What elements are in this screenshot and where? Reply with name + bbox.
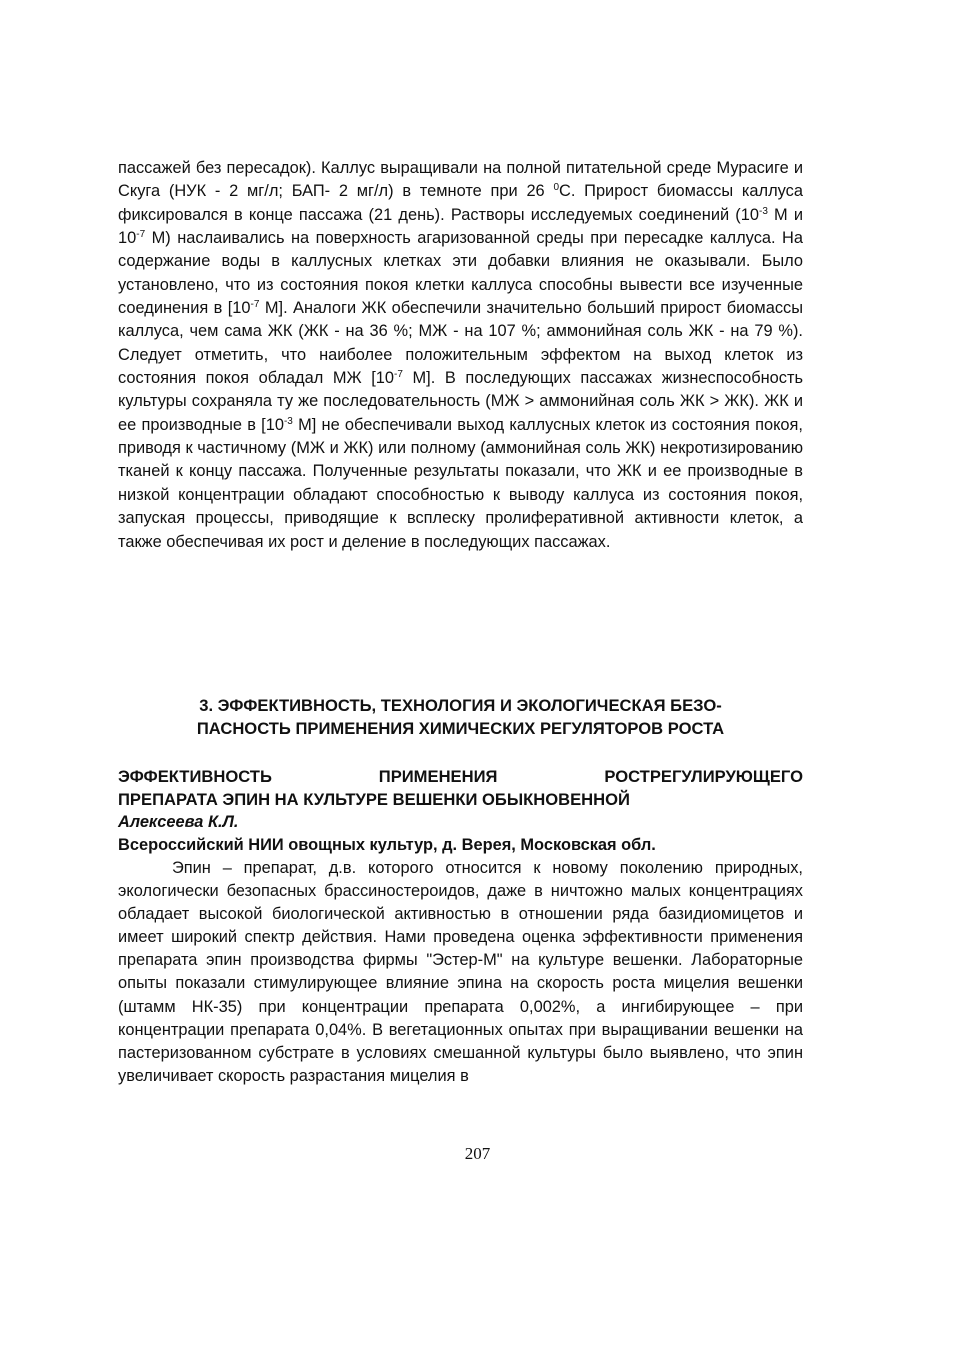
superscript: -7 xyxy=(136,229,146,241)
title-word: ПРИМЕНЕНИЯ xyxy=(378,767,498,786)
article-title xyxy=(118,765,803,811)
section-heading xyxy=(118,694,803,740)
text-run: М]. Аналоги ЖК обеспечили значительно больший прирост биомассы каллуса, чем сама ЖК (ЖК - на 36 %; МЖ - на 107 %; аммонийная соль ЖК - на 79 %). Следует отметить, что наиболее положительным эффектом на выход клеток из состояния покоя обладал МЖ [10 xyxy=(118,299,803,388)
text-run: М] не обеспечивали выход каллусных клеток из состояния покоя, приводя к частичному (МЖ и ЖК) или полному (аммонийная соль ЖК) некротизированию тканей к концу пассажа. Полученные результаты показали, что ЖК и ее производные в низкой концентрации обладают способностью к выводу каллуса из состояния покоя, запуская процессы, приводящие к всплеску пролиферативной активности клеток, а также обеспечивая их рост и деление в последующих пассажах. xyxy=(118,415,803,551)
superscript: -3 xyxy=(283,415,293,427)
paragraph-callus xyxy=(118,157,803,554)
author: Алексеева К.Л. xyxy=(118,813,239,831)
page-number: 207 xyxy=(464,1144,491,1163)
title-word: ЭФФЕКТИВНОСТЬ xyxy=(118,767,272,786)
section-heading-line: 3. ЭФФЕКТИВНОСТЬ, ТЕХНОЛОГИЯ И ЭКОЛОГИЧЕСКАЯ БЕЗО- xyxy=(199,696,722,715)
article-title-line2: ПРЕПАРАТА ЭПИН НА КУЛЬТУРЕ ВЕШЕНКИ ОБЫКНОВЕННОЙ xyxy=(118,790,630,809)
superscript: -7 xyxy=(250,299,260,311)
page-content xyxy=(118,157,804,1085)
title-word: РОСТРЕГУЛИРУЮЩЕГО xyxy=(604,767,803,786)
text-run: М]. В последующих пассажах жизнеспособность культуры сохраняла ту же последовательность (МЖ > аммонийная соль ЖК > ЖК). ЖК и ее производные в [10 xyxy=(118,369,803,434)
superscript: -3 xyxy=(759,205,768,217)
text-run: М и 10 xyxy=(118,205,804,248)
section-heading-line: ПАСНОСТЬ ПРИМЕНЕНИЯ ХИМИЧЕСКИХ РЕГУЛЯТОРОВ РОСТА xyxy=(196,719,725,738)
article-body: Эпин – препарат, д.в. которого относится к новому поколению природных, экологически безопасных брассиностероидов, даже в ничтожно малых концентрациях обладает высокой биологической активностью в отношении ряда базидиомицетов и имеет широкий спектр действия. Нами проведена оценка эффективности применения препарата эпин производства фирмы "Эстер-М" на культуре вешенки. Лабораторные опыты показали стимулирующее влияние эпина на скорость роста мицелия вешенки (штамм НК-35) при концентрации препарата 0,002%, а ингибирующее – при концентрации препарата 0,04%. В вегетационных опытах при выращивании вешенки на пастеризованном субстрате в условиях смешанной культуры было выявлено, что эпин увеличивает скорость разрастания мицелия в xyxy=(118,859,803,1085)
superscript: 0 xyxy=(553,182,559,194)
text-run: С. Прирост биомассы каллуса фиксировался в конце пассажа (21 день). Растворы исследуемых соединений (10 xyxy=(118,182,803,224)
affiliation: Всероссийский НИИ овощных культур, д. Верея, Московская обл. xyxy=(118,836,656,854)
text-run: пассажей без пересадок). Каллус выращивали на полной питательной среде Мурасиге и Скуга (НУК - 2 мг/л; БАП- 2 мг/л) в темноте при 26 xyxy=(118,159,803,201)
text-run: М) наслаивались на поверхность агаризованной среды при пересадке каллуса. На содержание воды в каллусных клетках эти добавки влияния не оказывали. Было установлено, что из состояния покоя клетки каллуса способны вывести все изученные соединения в [10 xyxy=(118,229,803,318)
superscript: -7 xyxy=(394,369,403,381)
article-title-line1 xyxy=(118,765,803,788)
